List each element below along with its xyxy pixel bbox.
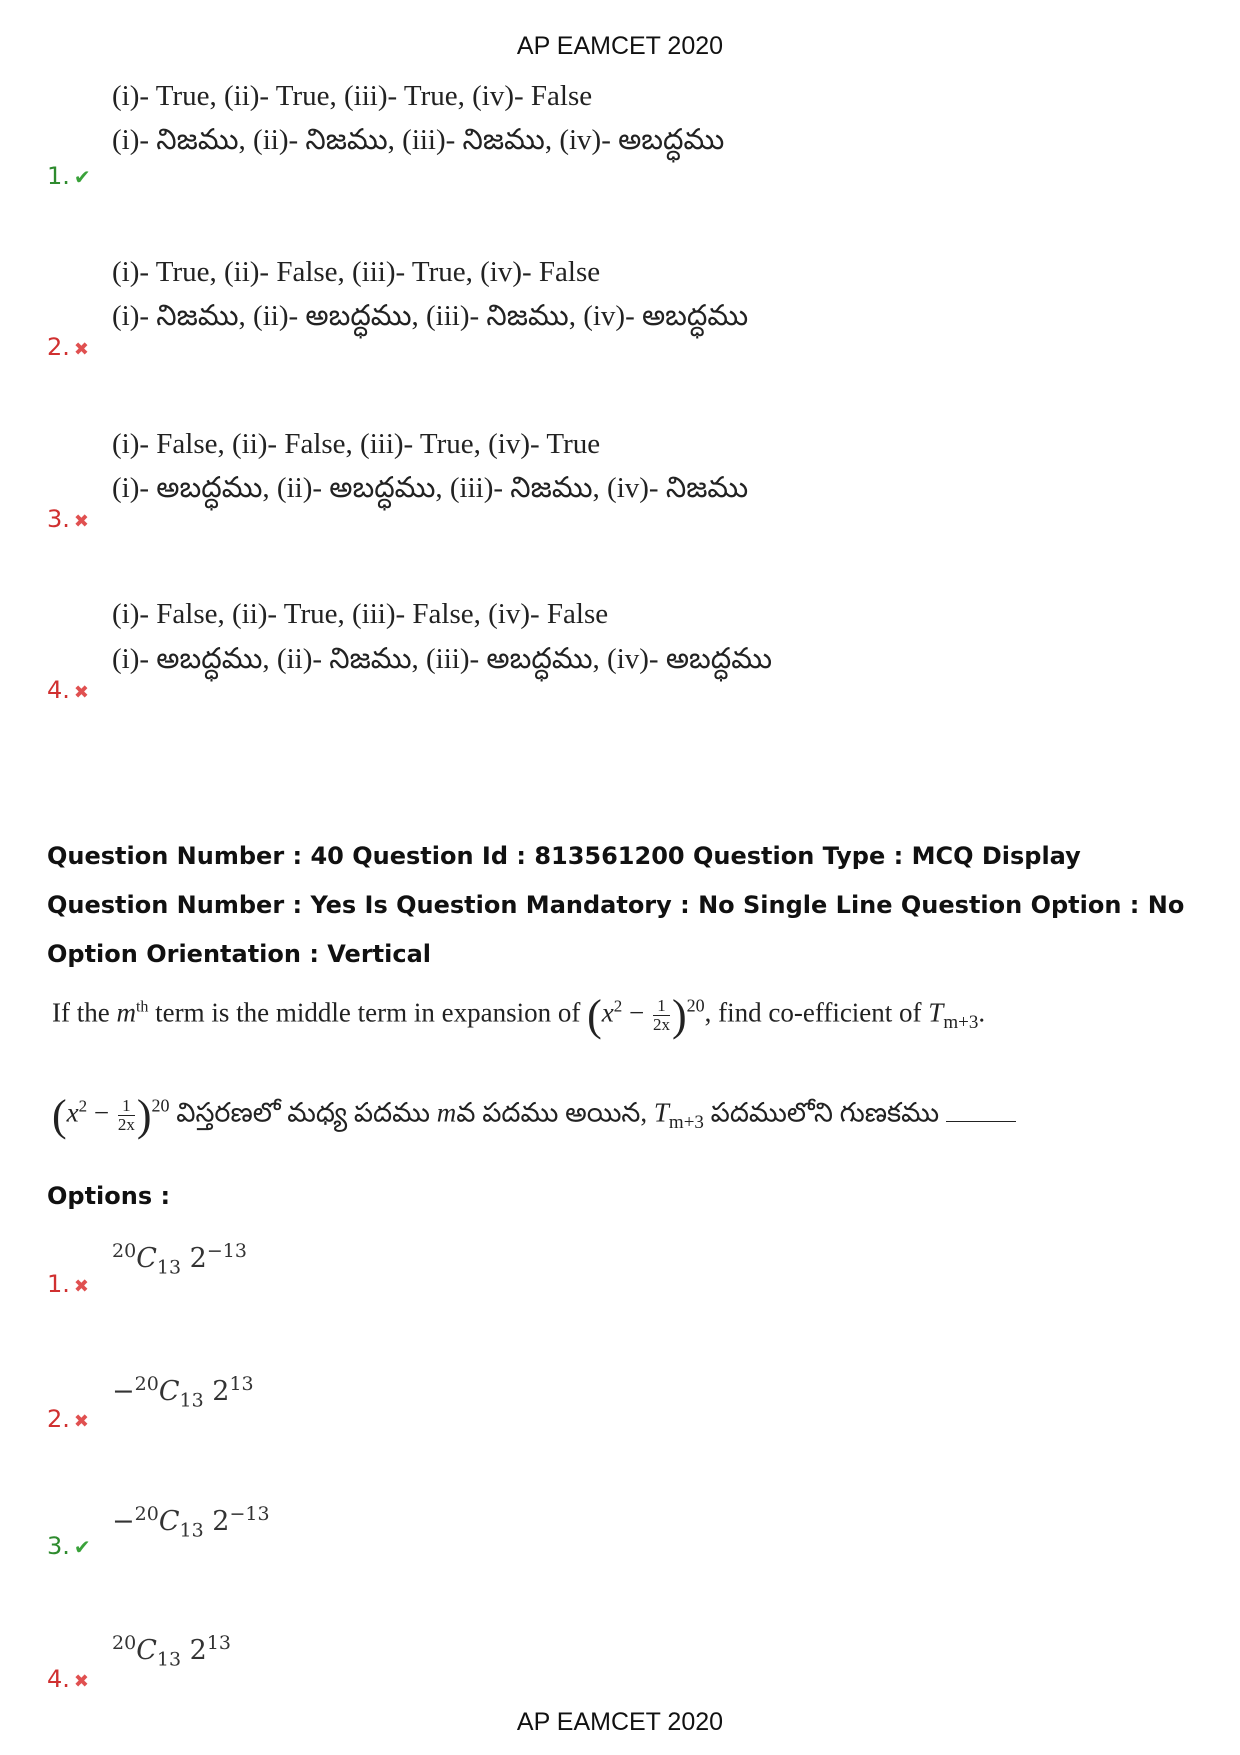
- option-number: 1. ✖: [47, 1270, 89, 1298]
- option-math: $^{20}C_{13}$ $2^{-13}$: [112, 1240, 247, 1279]
- cross-mark-icon: ✖: [73, 1671, 89, 1692]
- option-number: 3. ✔: [47, 1532, 91, 1560]
- option-number: 2. ✖: [47, 1405, 89, 1433]
- option-text-te: (i)- నిజము, (ii)- నిజము, (iii)- నిజము, (iv)- అబద్ధము: [112, 124, 725, 156]
- check-mark-icon: ✔: [73, 1535, 91, 1559]
- options-label: Options :: [47, 1182, 171, 1210]
- check-mark-icon: ✔: [73, 165, 91, 189]
- option-text-te: (i)- నిజము, (ii)- అబద్ధము, (iii)- నిజము, (iv)- అబద్ధము: [112, 300, 749, 332]
- option-number: 3. ✖: [47, 505, 89, 533]
- cross-mark-icon: ✖: [73, 1276, 89, 1297]
- option-number: 2. ✖: [47, 333, 89, 361]
- page-header: AP EAMCET 2020: [516, 32, 724, 60]
- option-text-en: (i)- False, (ii)- False, (iii)- True, (iv)- True: [112, 428, 601, 460]
- option-math: $-^{20}C_{13}$ $2^{-13}$: [112, 1503, 270, 1542]
- option-number: 4. ✖: [47, 676, 89, 704]
- question-text-te: ($x^2$ − $\frac{1}{2x}$ )$^{20}$ విస్తరణలో మధ్య పదము mవ పదము అయిన, $T_{m+3}$ పదములోని గుణకము: [52, 1090, 1016, 1141]
- cross-mark-icon: ✖: [73, 1411, 89, 1432]
- cross-mark-icon: ✖: [73, 682, 89, 703]
- answer-blank: [946, 1121, 1016, 1122]
- option-text-en: (i)- True, (ii)- False, (iii)- True, (iv)- False: [112, 256, 601, 288]
- cross-mark-icon: ✖: [73, 339, 89, 360]
- option-number: 1. ✔: [47, 162, 91, 190]
- cross-mark-icon: ✖: [73, 511, 89, 532]
- option-text-en: (i)- True, (ii)- True, (iii)- True, (iv)- False: [112, 80, 593, 112]
- option-text-te: (i)- అబద్ధము, (ii)- నిజము, (iii)- అబద్ధము, (iv)- అబద్ధము: [112, 643, 772, 675]
- option-text-te: (i)- అబద్ధము, (ii)- అబద్ధము, (iii)- నిజము, (iv)- నిజము: [112, 472, 749, 504]
- option-text-en: (i)- False, (ii)- True, (iii)- False, (iv)- False: [112, 598, 609, 630]
- question-text-en: If the $m^{th}$ term is the middle term in expansion of ($x^2$ − $\frac{1}{2x}$ )$^{20}$, find co-efficient of $T_{m+3}$.: [52, 991, 986, 1040]
- option-math: $^{20}C_{13}$ $2^{13}$: [112, 1632, 232, 1671]
- option-math: $-^{20}C_{13}$ $2^{13}$: [112, 1373, 254, 1412]
- question-meta: Question Number : 40 Question Id : 813561200 Question Type : MCQ Display Question Number : Yes Is Question Mandatory : No Single Line Question Option : No Option Orientation : Vertical: [47, 842, 1185, 968]
- page-footer: AP EAMCET 2020: [516, 1708, 724, 1736]
- option-number: 4. ✖: [47, 1665, 89, 1693]
